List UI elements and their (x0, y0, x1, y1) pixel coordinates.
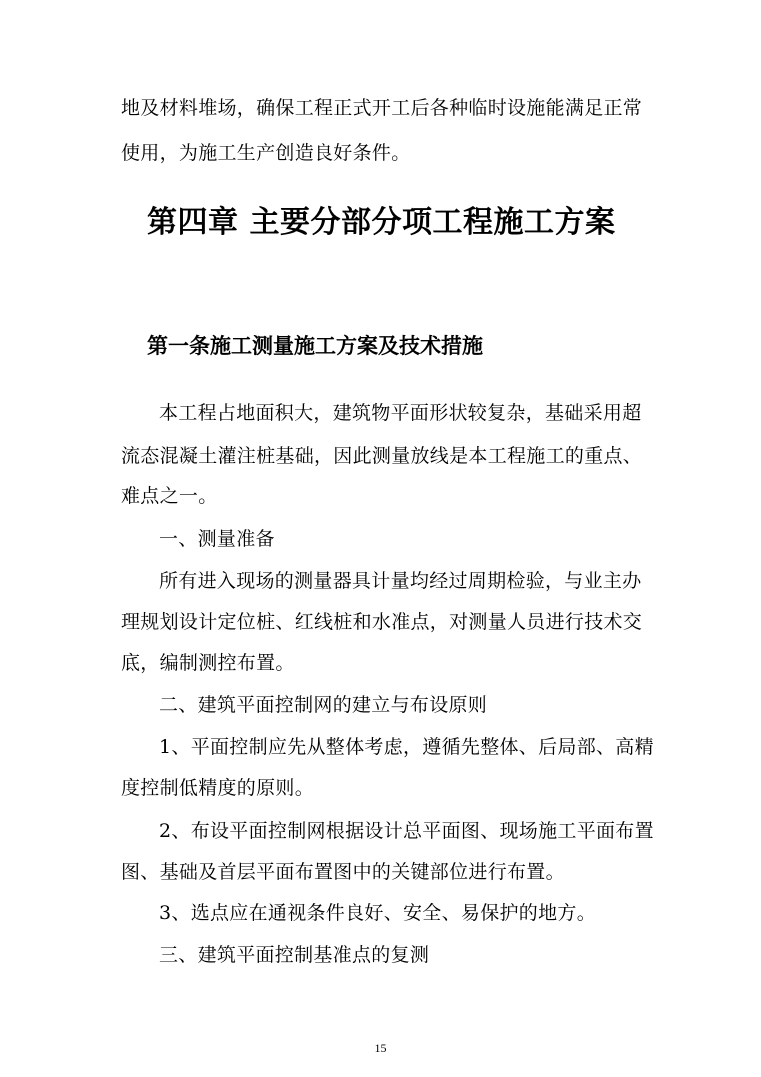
subheading: 二、建筑平面控制网的建立与布设原则 (159, 694, 488, 716)
page-number: 15 (374, 1041, 387, 1055)
paragraph-line: 图、基础及首层平面布置图中的关键部位进行布置。 (121, 861, 565, 883)
subheading: 一、测量准备 (159, 528, 275, 550)
chapter-title: 第四章 主要分部分项工程施工方案 (147, 205, 616, 240)
paragraph-line: 本工程占地面积大，建筑物平面形状较复杂，基础采用超 (159, 402, 642, 424)
paragraph-line: 所有进入现场的测量器具计量均经过周期检验，与业主办 (159, 570, 642, 592)
paragraph-line: 理规划设计定位桩、红线桩和水准点，对测量人员进行技术交 (121, 611, 643, 633)
paragraph-line: 使用，为施工生产创造良好条件。 (121, 142, 411, 164)
paragraph-line: 2、布设平面控制网根据设计总平面图、现场施工平面布置 (159, 820, 654, 842)
paragraph-line: 流态混凝土灌注桩基础，因此测量放线是本工程施工的重点、 (121, 445, 643, 467)
paragraph-line: 3、选点应在通视条件良好、安全、易保护的地方。 (159, 902, 596, 924)
section-title: 第一条施工测量施工方案及技术措施 (147, 333, 483, 358)
paragraph-line: 度控制低精度的原则。 (121, 777, 315, 799)
paragraph-line: 难点之一。 (121, 485, 218, 507)
paragraph-line: 底，编制测控布置。 (121, 652, 295, 674)
subheading: 三、建筑平面控制基准点的复测 (159, 944, 430, 966)
paragraph-line: 1、平面控制应先从整体考虑，遵循先整体、后局部、高精 (159, 736, 654, 758)
paragraph-line: 地及材料堆场，确保工程正式开工后各种临时设施能满足正常 (121, 97, 643, 119)
